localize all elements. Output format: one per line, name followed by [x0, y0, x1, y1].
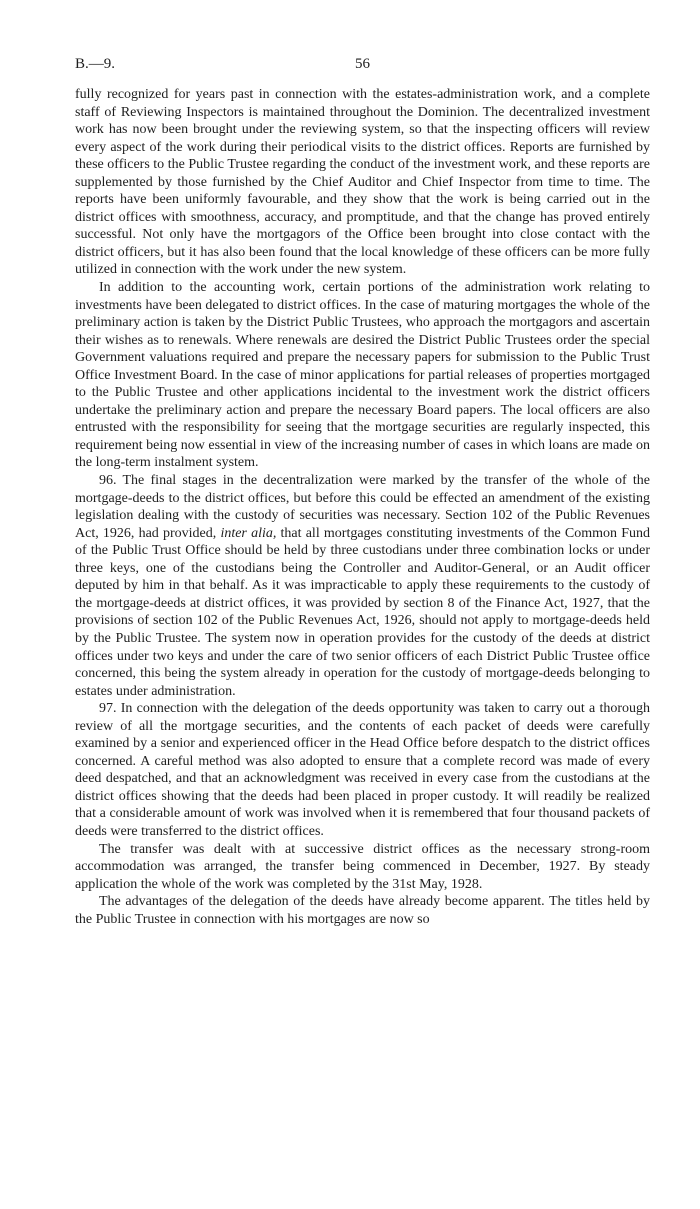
page-header: [75, 56, 650, 80]
paragraph-continued: [75, 86, 650, 279]
paragraph-97: [75, 700, 650, 840]
body-text: [75, 86, 650, 928]
latin-phrase: inter alia,: [220, 525, 277, 541]
paragraph: [75, 841, 650, 894]
page-number: 56: [355, 56, 370, 72]
paragraph-96: [75, 472, 650, 700]
paragraph-text: that all mortgages constituting investments of the Common Fund of the Public Trust Office should be held by three custodians under three combination locks or under three keys, one of the custodians being the Controller and Auditor-General, or an Audit officer deputed by him in that behalf. As it was impracticable to apply these requirements to the custody of the mortgage-deeds at district offices, it was provided by section 8 of the Finance Act, 1927, that the provisions of section 102 of the Public Revenues Act, 1926, should not apply to mortgage-deeds held by the Public Trustee. The system now in operation provides for the custody of the deeds at district offices under two keys and under the care of two senior officers of each District Public Trustee office concerned, this being the system already in operation for the custody of mortgage-deeds belonging to estates under administration.: [75, 525, 650, 699]
paragraph-text: The final stages in the decentralization were marked by the transfer of the whole of the mortgage-deeds to the district offices, but before this could be effected an amendment of the existing legislation dealing with the custody of securities was necessary. Section 102 of the Public Revenues Act, 1926, had provided,: [75, 473, 650, 541]
paragraph-text: In connection with the delegation of the deeds opportunity was taken to carry out a thorough review of all the mortgage securities, and the contents of each packet of deeds were carefully examined by a senior and experienced officer in the Head Office before despatch to the district offices concerned. A careful method was also adopted to ensure that a complete record was made of every deed despatched, and that an acknowledgment was received in every case from the custodians at the district offices showing that the deeds had been placed in proper custody. It will readily be realized that a considerable amount of work was involved when it is remembered that four thousand packets of deeds were transferred to the district offices.: [75, 701, 650, 839]
paragraph-text: In addition to the accounting work, certain portions of the administration work relating to investments have been delegated to district offices. In the case of maturing mortgages the whole of the preliminary action is taken by the District Public Trustees, who approach the mortgagors and ascertain their wishes as to renewals. Where renewals are desired the District Public Trustees order the special Government valuations required and prepare the necessary papers for submission to the Public Trust Office Investment Board. In the case of minor applications for partial releases of properties mortgaged to the Public Trustee and other applications incidental to the investment work the district officers undertake the preliminary action and prepare the necessary Board papers. The local officers are also entrusted with the responsibility for seeing that the mortgage securities are regularly inspected, this requirement being now essential in view of the increasing number of cases in which loans are made on the long-term instalment system.: [75, 280, 650, 471]
paragraph-text: The transfer was dealt with at successive district offices as the necessary strong-room accommodation was arranged, the transfer being commenced in December, 1927. By steady application the whole of the work was completed by the 31st May, 1928.: [75, 841, 650, 892]
paragraph-text: The advantages of the delegation of the deeds have already become apparent. The titles held by the Public Trustee in connection with his mortgages are now so: [75, 894, 650, 927]
paragraph-number: 96.: [99, 473, 117, 489]
paragraph: [75, 893, 650, 928]
paragraph: [75, 279, 650, 472]
paragraph-text: fully recognized for years past in connection with the estates-administration work, and a complete staff of Reviewing Inspectors is maintained throughout the Dominion. The decentralized investment work has now been brought under the reviewing system, so that the inspecting officers will review every aspect of the work during their periodical visits to the district offices. Reports are furnished by these officers to the Public Trustee regarding the conduct of the investment work, and these reports are supplemented by those furnished by the Chief Auditor and Chief Inspector from time to time. The reports have been uniformly favourable, and they show that the work is being carried out in the district offices with smoothness, accuracy, and promptitude, and that the change has proved entirely successful. Not only have the mortgagors of the Office been brought into close contact with the district officers, but it has also been found that the local knowledge of these officers can be more fully utilized in connection with the work under the new system.: [75, 87, 650, 278]
report-reference: B.—9.: [75, 56, 116, 72]
paragraph-number: 97.: [99, 701, 117, 717]
